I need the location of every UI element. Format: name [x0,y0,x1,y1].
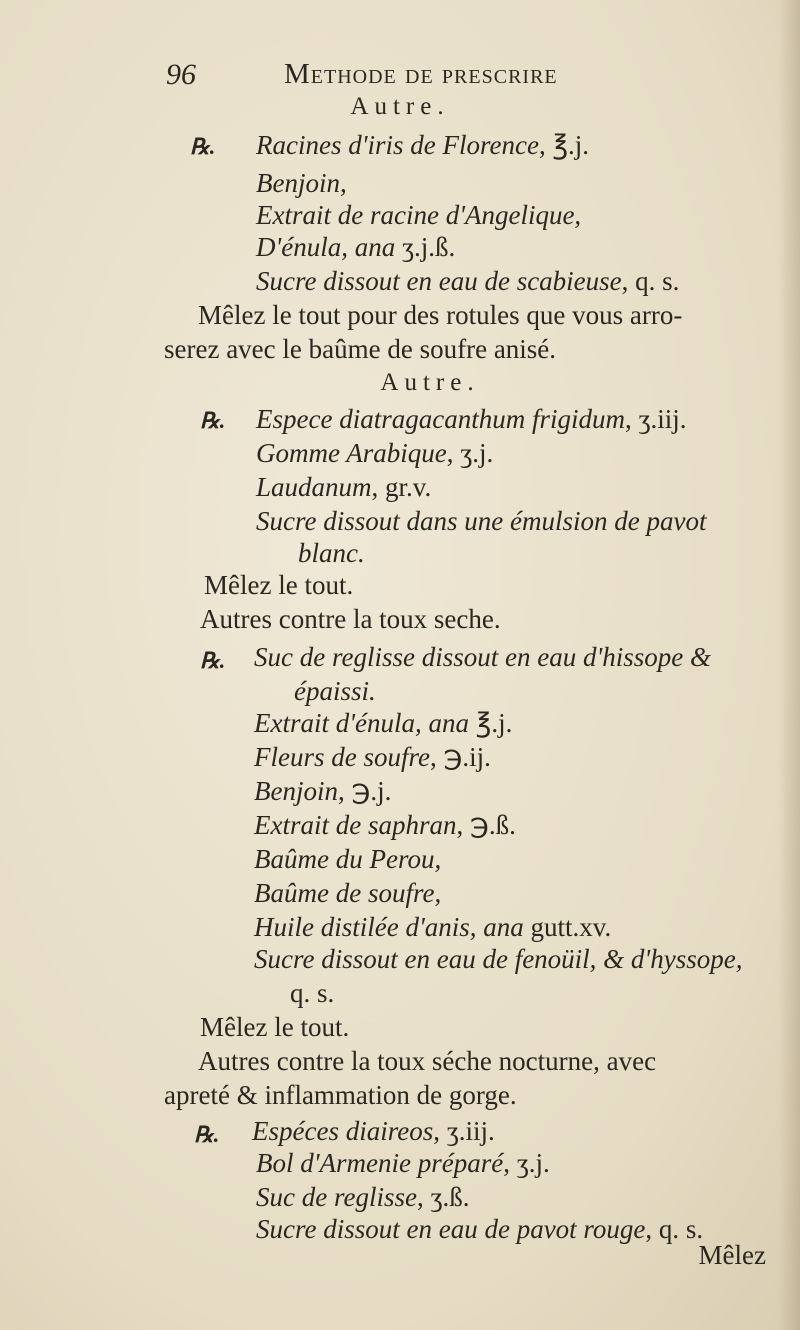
recipe-symbol: ℞. [200,648,226,673]
section-heading: Autres contre la toux seche. [200,604,501,634]
instruction-text: serez avec le baûme de soufre anisé. [164,334,557,364]
ingredient-line: Suc de reglisse dissout en eau d'hissope & [254,642,711,672]
ingredient-line: épaissi. [294,676,376,706]
recipe-symbol: ℞. [190,134,216,159]
ingredient-line: Sucre dissout dans une émulsion de pavot [256,506,707,536]
catchword: Mêlez [698,1240,766,1270]
section-heading: Autres contre la toux séche nocturne, avec [198,1046,657,1076]
page-number: 96 [166,58,196,91]
instruction-text: Mêlez le tout. [204,570,354,600]
recipe-symbol: ℞. [194,1122,220,1147]
ingredient-line: Bol d'Armenie préparé, ʒ.j. [256,1148,550,1178]
ingredient-line: Sucre dissout en eau de fenoüil, & d'hyssope, [254,944,743,974]
ingredient-line: Laudanum, gr.v. [256,472,432,502]
ingredient-line: Extrait de saphran, ℈.ß. [254,810,516,840]
instruction-text: Mêlez le tout. [200,1012,350,1042]
section-heading: apreté & inflammation de gorge. [164,1080,517,1110]
page-edge-shadow [778,0,800,1330]
ingredient-line: blanc. [298,538,365,568]
ingredient-line: Racines d'iris de Florence, ℥.j. [256,130,590,160]
running-title: Methode de prescrire [284,58,558,90]
ingredient-line: Benjoin, [256,168,347,198]
instruction-text: Mêlez le tout pour des rotules que vous arro- [198,300,683,330]
ingredient-line: Fleurs de soufre, ℈.ij. [254,742,491,772]
ingredient-line: Extrait de racine d'Angelique, [256,200,582,230]
ingredient-line: Espéces diaireos, ʒ.iij. [252,1116,495,1146]
ingredient-line: Extrait d'énula, ana ℥.j. [254,708,513,738]
ingredient-line: Baûme du Perou, [254,844,442,874]
ingredient-line: Suc de reglisse, ʒ.ß. [256,1182,470,1212]
section-heading-autre-2: Autre. [380,369,480,396]
ingredient-line: Sucre dissout en eau de scabieuse, q. s. [256,266,680,296]
ingredient-line: Benjoin, ℈.j. [254,776,392,806]
ingredient-line: Espece diatragacanthum frigidum, ʒ.iij. [256,404,687,434]
section-heading-autre-1: Autre. [350,93,450,120]
ingredient-line: D'énula, ana ʒ.j.ß. [256,232,456,262]
recipe-symbol: ℞. [200,408,226,433]
ingredient-line: q. s. [290,978,335,1008]
ingredient-line: Baûme de soufre, [254,878,442,908]
ingredient-line: Huile distilée d'anis, ana gutt.xv. [254,912,612,942]
ingredient-line: Sucre dissout en eau de pavot rouge, q. s. [256,1214,704,1244]
ingredient-line: Gomme Arabique, ʒ.j. [256,438,494,468]
